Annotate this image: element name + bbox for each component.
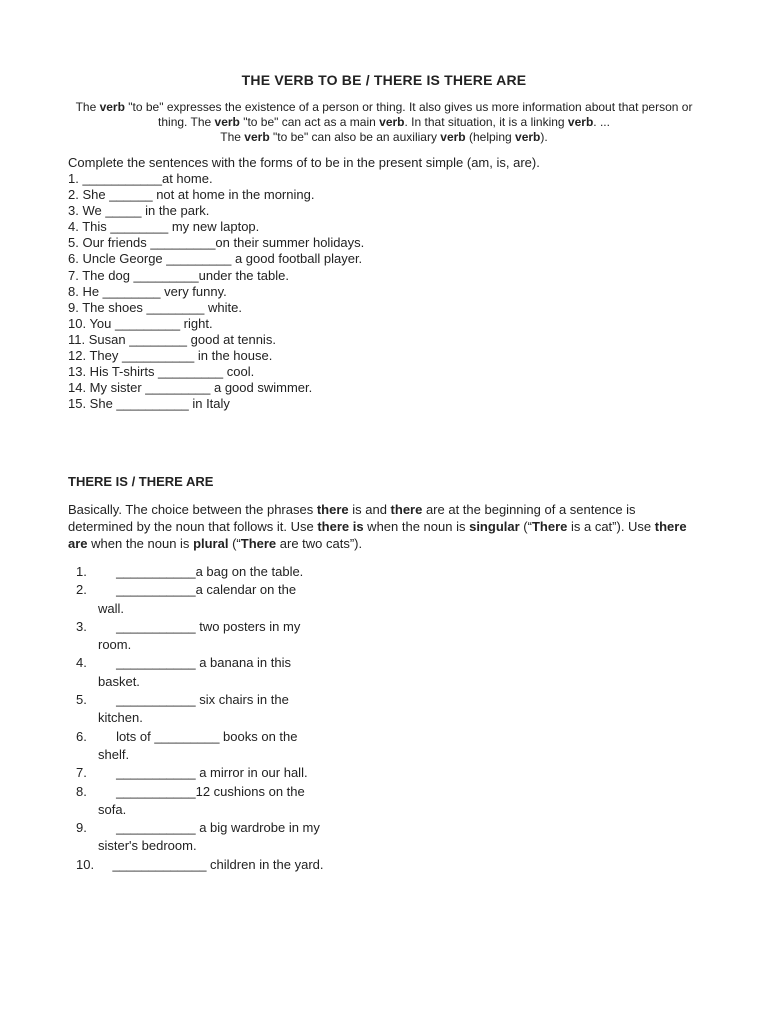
para-text: (“ bbox=[519, 519, 532, 534]
exercise1-item: 12. They __________ in the house. bbox=[68, 348, 273, 364]
intro-text: (helping bbox=[465, 130, 516, 144]
para-bold: plural bbox=[193, 536, 229, 551]
para-text: (“ bbox=[228, 536, 241, 551]
exercise2-item bbox=[68, 783, 408, 820]
exercise2-item bbox=[68, 819, 408, 856]
para-bold: there is bbox=[317, 519, 364, 534]
intro-text: "to be" can also be an auxiliary bbox=[269, 130, 441, 144]
section2-heading: THERE IS / THERE ARE bbox=[68, 474, 214, 489]
intro-bold: verb bbox=[99, 100, 125, 114]
para-text: are two cats”). bbox=[276, 536, 363, 551]
item-text: ___________ a big wardrobe in my sister's bedroom. bbox=[98, 820, 320, 854]
para-bold: there are bbox=[68, 519, 687, 551]
para-bold: there bbox=[390, 502, 423, 517]
intro-text: . In that situation, it is a linking bbox=[404, 115, 568, 129]
exercise1-item: 10. You _________ right. bbox=[68, 315, 213, 331]
exercise1-item: 14. My sister _________ a good swimmer. bbox=[68, 380, 313, 396]
item-number: 7. bbox=[76, 765, 87, 781]
exercise2-item bbox=[68, 581, 408, 618]
exercise1-instruction: Complete the sentences with the forms of to be in the present simple (am, is, are). bbox=[68, 155, 540, 170]
item-text: _____________ children in the yard. bbox=[98, 856, 324, 872]
exercise2-list bbox=[68, 563, 408, 874]
item-number: 3. bbox=[76, 618, 87, 634]
item-text: lots of _________ books on the shelf. bbox=[98, 728, 298, 762]
item-text: ___________ two posters in my room. bbox=[98, 618, 301, 653]
item-text: ___________12 cushions on the sofa. bbox=[98, 783, 305, 817]
item-number: 5. bbox=[76, 692, 87, 708]
intro-text: . ... bbox=[593, 115, 610, 129]
item-number: 1. bbox=[76, 564, 87, 579]
page-title: THE VERB TO BE / THERE IS THERE ARE bbox=[241, 72, 527, 88]
exercise1-item: 6. Uncle George _________ a good football player. bbox=[68, 251, 363, 267]
item-number: 8. bbox=[76, 783, 87, 799]
exercise1-item: 9. The shoes ________ white. bbox=[68, 299, 242, 315]
item-number: 2. bbox=[76, 582, 87, 598]
exercise1-item: 8. He ________ very funny. bbox=[68, 283, 227, 299]
intro-bold: verb bbox=[214, 115, 240, 129]
exercise1-item: 4. This ________ my new laptop. bbox=[68, 219, 260, 235]
intro-bold: verb bbox=[440, 130, 466, 144]
exercise1-item: 5. Our friends _________on their summer holidays. bbox=[68, 235, 365, 251]
para-text: is and bbox=[348, 502, 391, 517]
item-text: ___________a calendar on the wall. bbox=[98, 582, 297, 616]
exercise2-item bbox=[68, 618, 408, 655]
item-text: ___________a bag on the table. bbox=[98, 564, 304, 579]
para-bold: there bbox=[316, 502, 349, 517]
para-bold: There bbox=[531, 519, 568, 534]
para-text: when the noun is bbox=[87, 536, 194, 551]
item-number: 9. bbox=[76, 820, 87, 836]
exercise2-item bbox=[68, 764, 408, 782]
exercise2-item bbox=[68, 856, 408, 874]
para-text: is a cat”). Use bbox=[567, 519, 655, 534]
intro-bold: verb bbox=[567, 115, 594, 129]
exercise2-item bbox=[68, 654, 408, 691]
exercise1-item: 3. We _____ in the park. bbox=[68, 203, 210, 219]
intro-text: "to be" expresses the existence of a person or thing. It also gives us more information about that person or thing. The bbox=[124, 100, 693, 129]
para-text: Basically. The choice between the phrases bbox=[68, 502, 317, 517]
item-text: ___________ a banana in this basket. bbox=[98, 655, 291, 689]
intro-text: "to be" can act as a main bbox=[239, 115, 380, 129]
intro-bold: verb bbox=[244, 130, 270, 144]
para-text: are at the beginning of a sentence is determined by the noun that follows it. Use bbox=[68, 502, 636, 534]
item-number: 4. bbox=[76, 655, 87, 671]
exercise1-item: 15. She __________ in Italy bbox=[68, 396, 230, 412]
intro-text: ). bbox=[540, 130, 548, 144]
para-bold: There bbox=[240, 536, 277, 551]
intro-paragraph bbox=[60, 100, 708, 145]
intro-bold: verb bbox=[515, 130, 541, 144]
item-text: ___________ six chairs in the kitchen. bbox=[98, 692, 289, 726]
item-text: ___________ a mirror in our hall. bbox=[98, 765, 308, 781]
exercise2-item bbox=[68, 691, 408, 728]
intro-text: The bbox=[220, 130, 245, 144]
item-number: 6. bbox=[76, 728, 87, 744]
exercise1-item: 11. Susan ________ good at tennis. bbox=[68, 331, 276, 347]
exercise1-item: 7. The dog _________under the table. bbox=[68, 267, 289, 283]
intro-bold: verb bbox=[379, 115, 405, 129]
exercise1-item: 1. ___________at home. bbox=[68, 171, 213, 186]
exercise1-item: 13. His T-shirts _________ cool. bbox=[68, 364, 255, 380]
section2-paragraph bbox=[68, 501, 688, 552]
exercise1-list bbox=[68, 171, 688, 412]
intro-text: The bbox=[75, 100, 100, 114]
para-text: when the noun is bbox=[363, 519, 470, 534]
exercise1-item: 2. She ______ not at home in the morning. bbox=[68, 187, 315, 203]
exercise2-item bbox=[68, 563, 408, 581]
item-number: 10. bbox=[76, 856, 95, 872]
para-bold: singular bbox=[469, 519, 520, 534]
exercise2-item bbox=[68, 728, 408, 765]
